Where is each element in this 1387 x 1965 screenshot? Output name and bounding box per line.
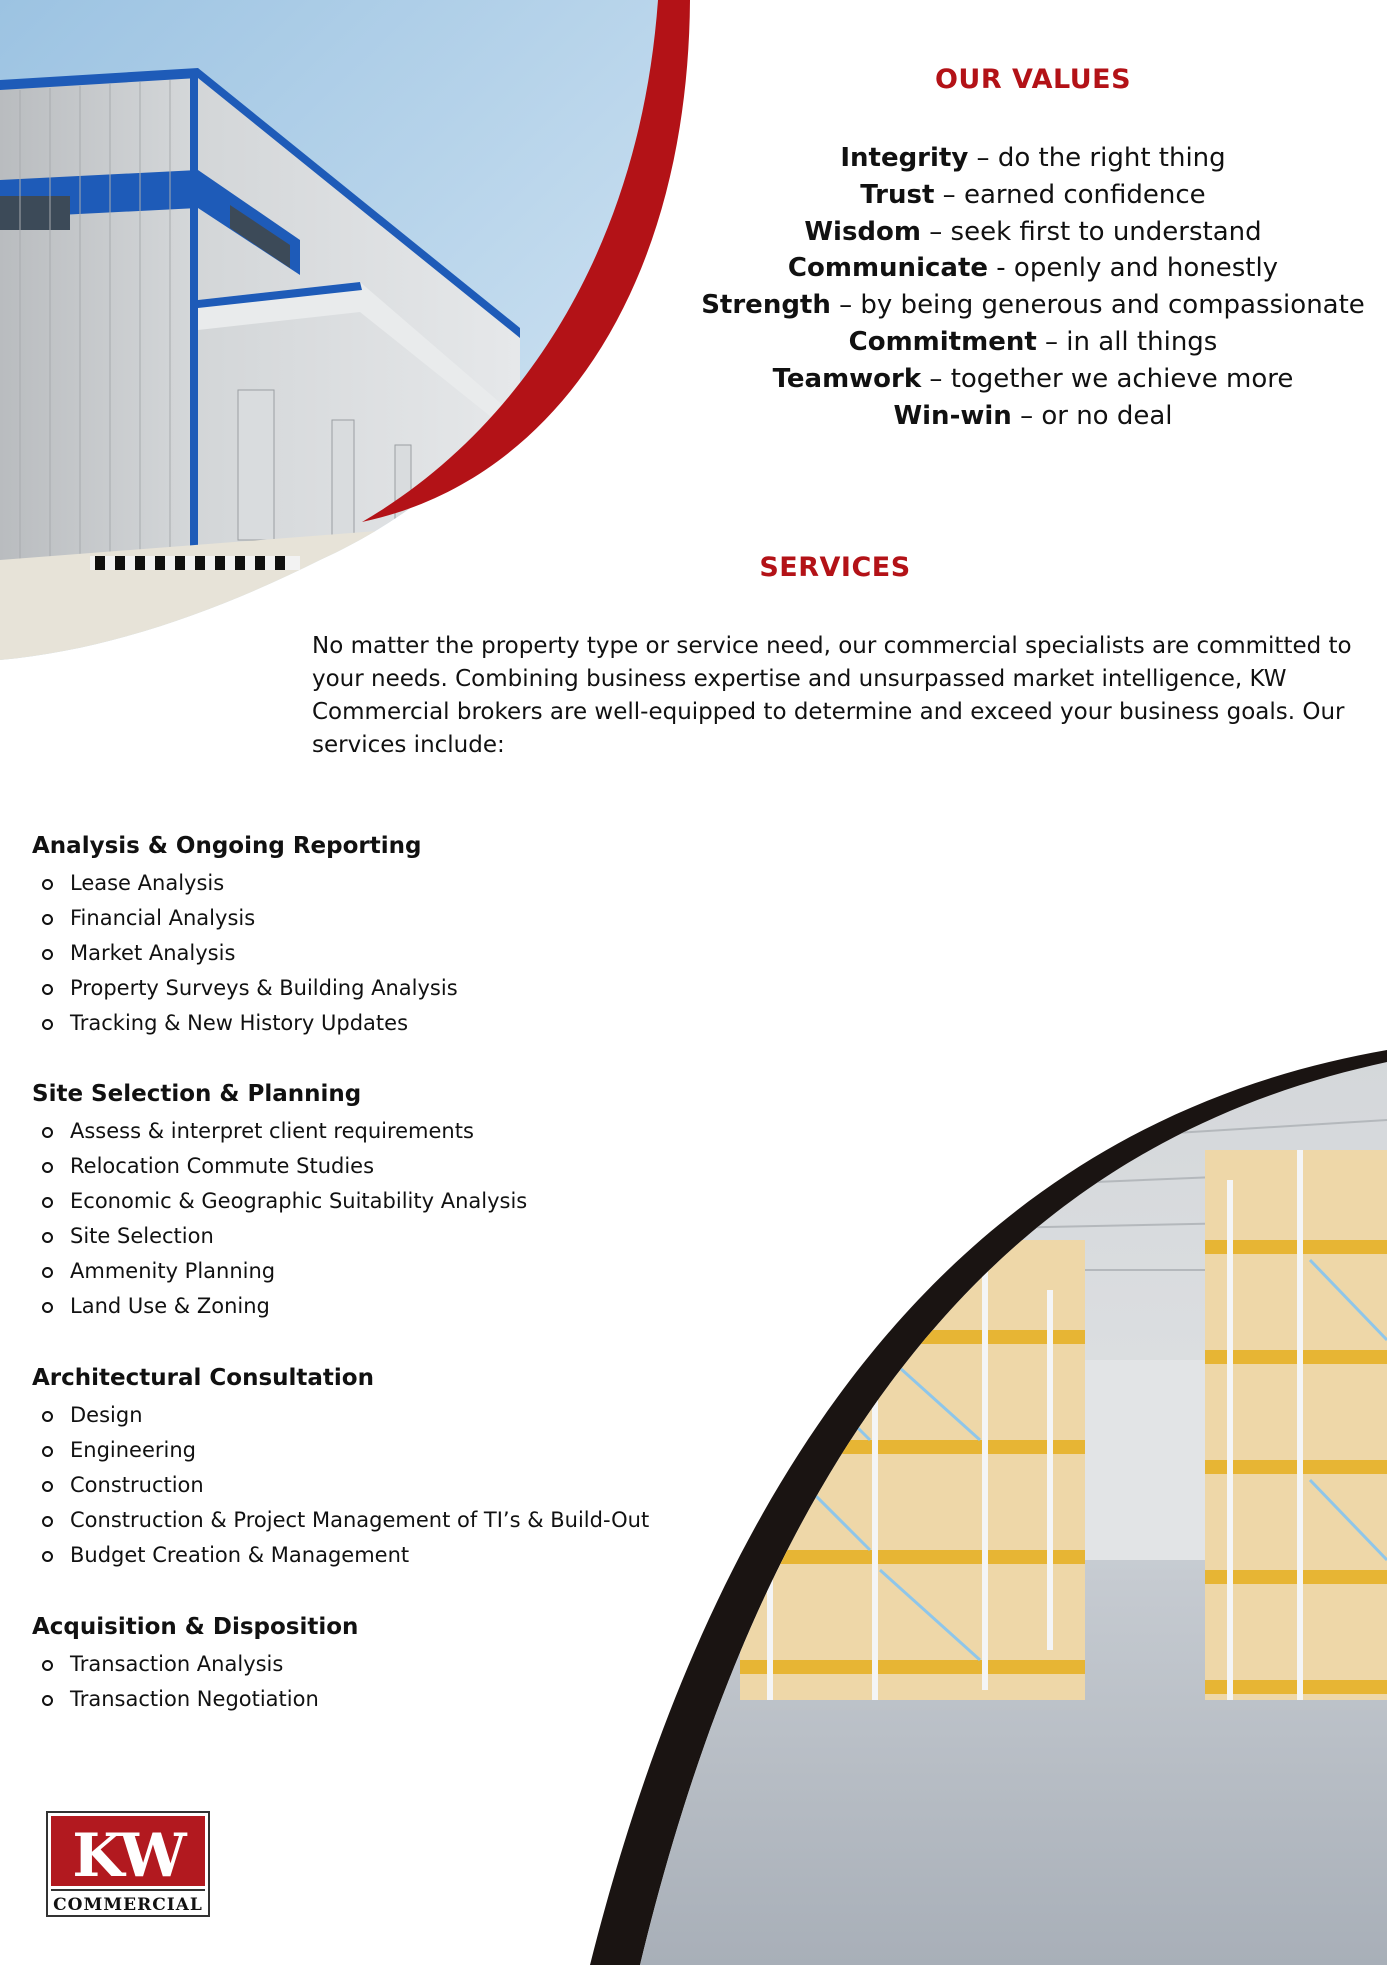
bullet-icon xyxy=(42,1232,53,1243)
bullet-icon xyxy=(42,1446,53,1457)
list-item xyxy=(32,901,458,936)
list-item xyxy=(32,1398,649,1433)
values-heading: OUR VALUES xyxy=(934,64,1132,95)
value-description: – seek first to understand xyxy=(921,216,1262,247)
warehouse-exterior-image xyxy=(0,0,700,670)
bullet-icon xyxy=(42,1411,53,1422)
list-item xyxy=(32,1647,319,1682)
list-item xyxy=(32,866,458,901)
value-description: – earned confidence xyxy=(934,179,1206,210)
value-term: Wisdom xyxy=(804,216,921,247)
bullet-icon xyxy=(42,1302,53,1313)
value-item xyxy=(690,287,1376,324)
bullet-icon xyxy=(42,1660,53,1671)
list-item-label: Transaction Negotiation xyxy=(70,1687,319,1711)
values-list xyxy=(690,140,1376,434)
service-list xyxy=(32,866,458,1041)
value-description: - openly and honestly xyxy=(988,253,1279,284)
list-item-label: Ammenity Planning xyxy=(70,1259,276,1283)
service-group-title: Architectural Consultation xyxy=(32,1365,374,1391)
value-item xyxy=(690,398,1376,435)
bullet-icon xyxy=(42,1267,53,1278)
list-item-label: Economic & Geographic Suitability Analysis xyxy=(70,1189,528,1213)
list-item-label: Land Use & Zoning xyxy=(70,1294,270,1318)
service-group-title: Analysis & Ongoing Reporting xyxy=(32,833,422,859)
bullet-icon xyxy=(42,914,53,925)
service-list xyxy=(32,1647,319,1717)
list-item-label: Transaction Analysis xyxy=(70,1652,284,1676)
value-term: Commitment xyxy=(848,326,1037,357)
bullet-icon xyxy=(42,984,53,995)
logo-mark: KW xyxy=(72,1821,184,1891)
warehouse-interior-image xyxy=(580,1050,1387,1965)
list-item xyxy=(32,1433,649,1468)
value-item xyxy=(690,177,1376,214)
list-item-label: Design xyxy=(70,1403,143,1427)
list-item xyxy=(32,1184,527,1219)
list-item xyxy=(32,1468,649,1503)
list-item-label: Engineering xyxy=(70,1438,196,1462)
value-term: Strength xyxy=(701,290,831,321)
list-item xyxy=(32,1149,527,1184)
services-heading: SERVICES xyxy=(759,552,911,583)
list-item xyxy=(32,1289,527,1324)
value-term: Teamwork xyxy=(772,363,922,394)
bullet-icon xyxy=(42,1127,53,1138)
list-item xyxy=(32,1682,319,1717)
bullet-icon xyxy=(42,1516,53,1527)
bullet-icon xyxy=(42,879,53,890)
list-item xyxy=(32,1503,649,1538)
logo-wordmark: COMMERCIAL xyxy=(53,1895,203,1915)
value-description: – together we achieve more xyxy=(921,363,1294,394)
value-description: – by being generous and compassionate xyxy=(830,290,1365,321)
value-item xyxy=(690,250,1376,287)
bullet-icon xyxy=(42,1197,53,1208)
value-description: – in all things xyxy=(1036,326,1218,357)
list-item xyxy=(32,1254,527,1289)
service-list xyxy=(32,1398,649,1573)
list-item-label: Assess & interpret client requirements xyxy=(70,1119,474,1143)
value-description: – do the right thing xyxy=(968,143,1226,173)
list-item xyxy=(32,1538,649,1573)
list-item xyxy=(32,971,458,1006)
list-item-label: Budget Creation & Management xyxy=(70,1543,410,1567)
service-group-title: Acquisition & Disposition xyxy=(32,1614,359,1640)
bullet-icon xyxy=(42,1551,53,1562)
bullet-icon xyxy=(42,1162,53,1173)
value-item xyxy=(690,361,1376,398)
list-item-label: Construction & Project Management of TI’s & Build-Out xyxy=(70,1508,650,1532)
value-item xyxy=(690,324,1376,361)
bullet-icon xyxy=(42,1695,53,1706)
value-term: Win-win xyxy=(893,400,1012,431)
list-item-label: Construction xyxy=(70,1473,204,1497)
bullet-icon xyxy=(42,1481,53,1492)
value-item xyxy=(690,214,1376,251)
value-item xyxy=(690,140,1376,177)
services-intro: No matter the property type or service need, our commercial specialists are committed to your needs. Combining business expertise and unsurpassed market intelligence, KW Commercial brokers are well-equipped to determine and exceed your business goals. Our services include: xyxy=(312,633,1352,758)
list-item-label: Market Analysis xyxy=(70,941,236,965)
service-group-title: Site Selection & Planning xyxy=(32,1081,362,1107)
list-item xyxy=(32,936,458,971)
list-item-label: Financial Analysis xyxy=(70,906,256,930)
bullet-icon xyxy=(42,949,53,960)
list-item xyxy=(32,1114,527,1149)
value-description: – or no deal xyxy=(1011,400,1173,431)
value-term: Integrity xyxy=(840,143,969,173)
list-item xyxy=(32,1219,527,1254)
bullet-icon xyxy=(42,1019,53,1030)
list-item-label: Tracking & New History Updates xyxy=(70,1011,409,1035)
value-term: Communicate xyxy=(787,253,988,284)
kw-commercial-logo xyxy=(45,1810,215,1922)
service-list xyxy=(32,1114,527,1324)
value-term: Trust xyxy=(860,179,935,210)
list-item-label: Property Surveys & Building Analysis xyxy=(70,976,458,1000)
list-item-label: Lease Analysis xyxy=(70,871,225,895)
list-item xyxy=(32,1006,458,1041)
list-item-label: Relocation Commute Studies xyxy=(70,1154,375,1178)
list-item-label: Site Selection xyxy=(70,1224,214,1248)
